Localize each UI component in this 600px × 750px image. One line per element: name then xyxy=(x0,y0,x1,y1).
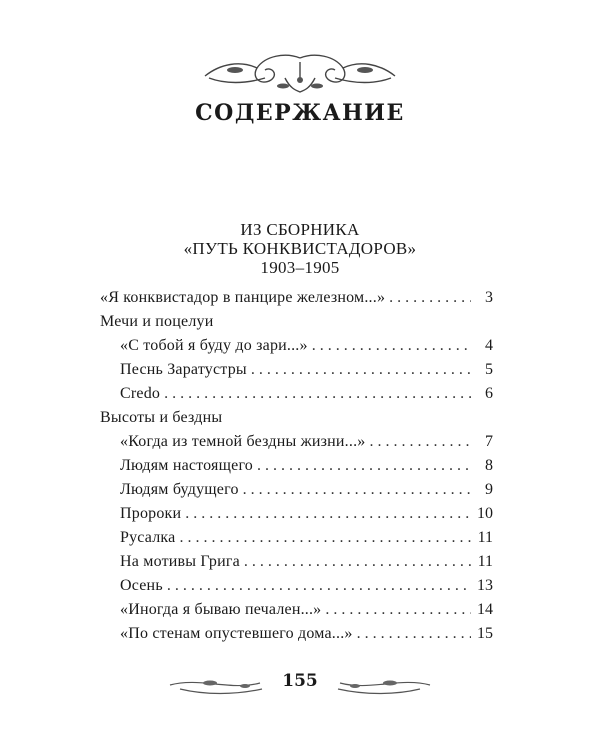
toc-entry-title: Людям настоящего xyxy=(120,457,254,474)
dot-leader xyxy=(244,550,471,574)
toc-entry-page: 14 xyxy=(477,601,493,618)
toc-entry-page: 5 xyxy=(485,361,493,378)
toc-entry-title: Русалка xyxy=(120,529,176,546)
toc-entry-page: 9 xyxy=(485,481,493,498)
toc-entry-page: 11 xyxy=(477,529,493,546)
dot-leader xyxy=(251,358,471,382)
toc-entry-page: 15 xyxy=(477,625,493,642)
toc-entry-page: 6 xyxy=(485,385,493,402)
toc-entry-page: 7 xyxy=(485,433,493,450)
section-heading-line-3: 1903–1905 xyxy=(260,258,340,277)
dot-leader xyxy=(312,334,471,358)
section-heading xyxy=(0,220,600,277)
toc-entry-title: На мотивы Грига xyxy=(120,553,240,570)
toc-entry-title: Людям будущего xyxy=(120,481,239,498)
top-ornament-icon xyxy=(195,48,405,98)
toc-entry-title: «Когда из темной бездны жизни...» xyxy=(120,433,366,450)
toc-entry-title: «Иногда я бываю печален...» xyxy=(120,601,322,618)
toc-entry[interactable] xyxy=(100,454,493,478)
dot-leader xyxy=(185,502,471,526)
toc-entry-page: 4 xyxy=(485,337,493,354)
toc-entry-title: Credo xyxy=(120,385,161,402)
toc-entry-page: 10 xyxy=(477,505,493,522)
page-title: СОДЕРЖАНИЕ xyxy=(195,100,405,126)
dot-leader xyxy=(243,478,471,502)
toc-entry-title: «По стенам опустевшего дома...» xyxy=(120,625,353,642)
toc-group-title: Мечи и поцелуи xyxy=(100,313,214,330)
toc-entry-page: 8 xyxy=(485,457,493,474)
dot-leader xyxy=(167,574,471,598)
section-heading-line-2: «ПУТЬ КОНКВИСТАДОРОВ» xyxy=(183,239,417,258)
toc-entry-title: Песнь Заратустры xyxy=(120,361,247,378)
dot-leader xyxy=(325,598,471,622)
dot-leader xyxy=(257,454,471,478)
toc-entry[interactable] xyxy=(100,430,493,454)
toc-group-title: Высоты и бездны xyxy=(100,409,223,426)
dot-leader xyxy=(389,286,471,310)
toc-entry[interactable] xyxy=(100,574,493,598)
table-of-contents xyxy=(100,286,493,646)
toc-entry[interactable] xyxy=(100,478,493,502)
toc-entry-page: 11 xyxy=(477,553,493,570)
toc-entry[interactable] xyxy=(100,334,493,358)
toc-entry-title: Осень xyxy=(120,577,163,594)
toc-group-heading xyxy=(100,310,493,334)
toc-group-heading xyxy=(100,406,493,430)
dot-leader xyxy=(369,430,471,454)
dot-leader xyxy=(179,526,471,550)
page-footer xyxy=(150,665,450,705)
toc-entry[interactable] xyxy=(100,550,493,574)
toc-entry-title: «Я конквистадор в панцире железном...» xyxy=(100,289,386,306)
dot-leader xyxy=(357,622,471,646)
section-heading-line-1: ИЗ СБОРНИКА xyxy=(240,220,360,239)
toc-entry-title: Пророки xyxy=(120,505,182,522)
toc-entry-title: «С тобой я буду до зари...» xyxy=(120,337,308,354)
toc-entry-page: 13 xyxy=(477,577,493,594)
toc-entry[interactable] xyxy=(100,286,493,310)
toc-entry-page: 3 xyxy=(485,289,493,306)
toc-entry[interactable] xyxy=(100,502,493,526)
toc-entry[interactable] xyxy=(100,358,493,382)
dot-leader xyxy=(164,382,471,406)
toc-entry[interactable] xyxy=(100,622,493,646)
toc-entry[interactable] xyxy=(100,598,493,622)
page-number: 155 xyxy=(282,671,318,691)
toc-entry[interactable] xyxy=(100,526,493,550)
toc-entry[interactable] xyxy=(100,382,493,406)
